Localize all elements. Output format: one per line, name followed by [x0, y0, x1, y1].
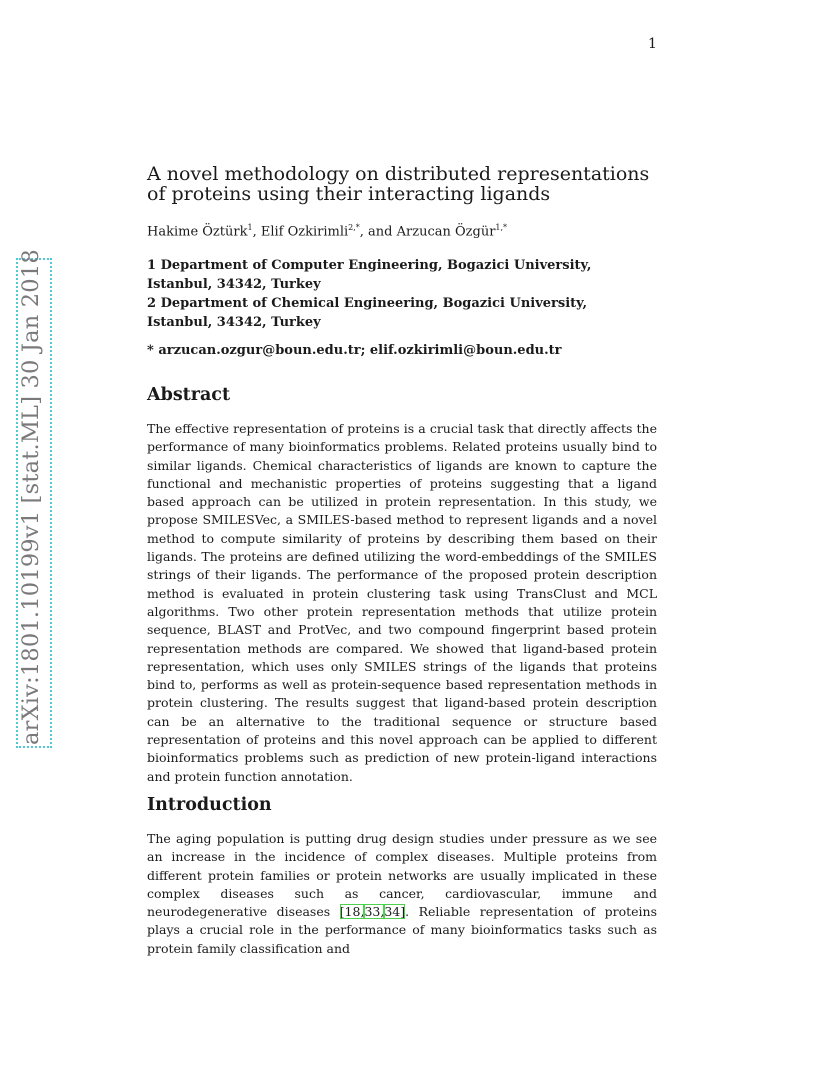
- affiliation-line: Istanbul, 34342, Turkey: [147, 315, 321, 330]
- citation-link[interactable]: 34]: [384, 904, 406, 920]
- author-affiliation-mark: 2,*: [348, 223, 360, 232]
- citation-link[interactable]: [18,: [339, 904, 365, 920]
- author-affiliation-mark: 1: [247, 223, 253, 232]
- corresponding-emails: * arzucan.ozgur@boun.edu.tr; elif.ozkirimli@boun.edu.tr: [147, 343, 562, 358]
- author-name: Hakime Öztürk: [147, 224, 248, 240]
- affiliation-line: 1 Department of Computer Engineering, Bogazici University,: [147, 258, 592, 273]
- page-number: 1: [648, 36, 657, 52]
- affiliation-line: Istanbul, 34342, Turkey: [147, 277, 321, 292]
- abstract-text: The effective representation of proteins is a crucial task that directly affects the performance of many bioinformatics problems. Related proteins usually bind to similar ligands. Chemical characteristics of ligands are known to capture the functional and mechanistic properties of proteins suggesting that a ligand based approach can be utilized in protein representation. In this study, we propose SMILESVec, a SMILES-based method to represent ligands and a novel method to compute similarity of proteins by describing them based on their ligands. The proteins are defined utilizing the word-embeddings of the SMILES strings of their ligands. The performance of the proposed protein description method is evaluated in protein clustering task using TransClust and MCL algorithms. Two other protein representation methods that utilize protein sequence, BLAST and ProtVec, and two compound fingerprint based protein representation methods are compared. We showed that ligand-based protein representation, which uses only SMILES strings of the ligands that proteins bind to, performs as well as protein-sequence based representation methods in protein clustering. The results suggest that ligand-based protein description can be an alternative to the traditional sequence or structure based representation of proteins and this novel approach can be applied to different bioinformatics problems such as prediction of new protein-ligand interactions and protein function annotation.: [147, 421, 657, 784]
- author-list: [147, 223, 657, 239]
- arxiv-identifier[interactable]: arXiv:1801.10199v1 [stat.ML] 30 Jan 2018: [18, 249, 44, 745]
- author-separator: ,: [252, 224, 261, 240]
- affiliation-line: 2 Department of Chemical Engineering, Bogazici University,: [147, 296, 587, 311]
- citation-link[interactable]: 33,: [364, 904, 385, 920]
- paper-title: A novel methodology on distributed representations of proteins using their interacting ligands: [147, 163, 650, 205]
- author-affiliation-mark: 1,*: [495, 223, 508, 232]
- introduction-heading: Introduction: [147, 795, 272, 815]
- author-name: Elif Ozkirimli: [260, 224, 349, 240]
- introduction-text-part: The aging population is putting drug design studies under pressure as we see an increase in the incidence of complex diseases. Multiple proteins from different protein families or protein networks are usually implicated in these complex diseases such as cancer, cardiovascular, immune and neurodegenerative diseases: [147, 831, 657, 920]
- author-separator: , and: [359, 224, 397, 240]
- introduction-text-part: . Reliable representation of proteins plays a crucial role in the performance of many bioinformatics tasks such as protein family classification and: [147, 904, 658, 956]
- author-name: Arzucan Özgür: [396, 224, 496, 240]
- affiliations: [147, 256, 657, 332]
- introduction-text: [147, 830, 657, 958]
- abstract-heading: Abstract: [147, 385, 231, 405]
